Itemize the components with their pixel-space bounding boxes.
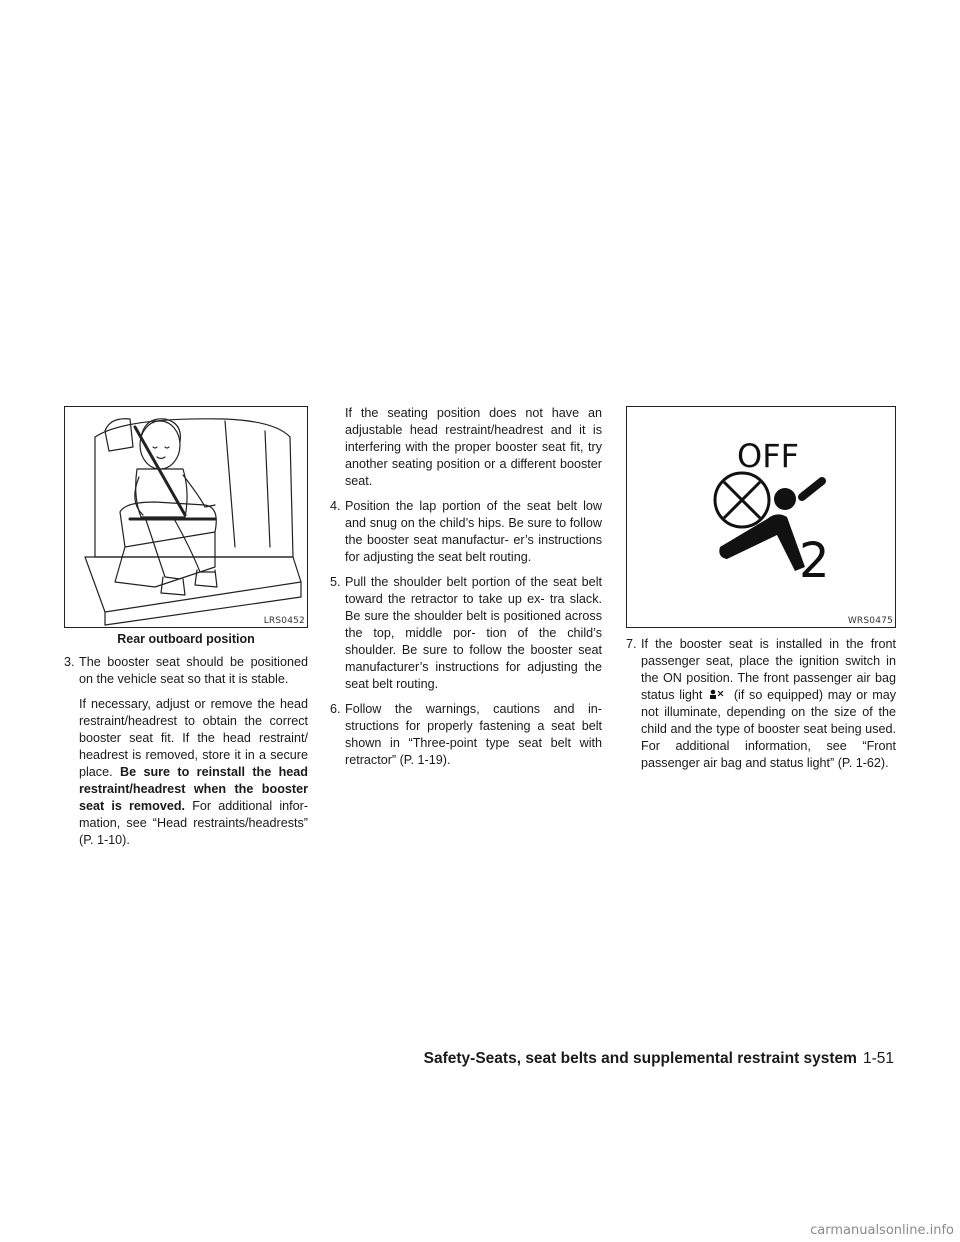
step-4 bbox=[330, 498, 602, 566]
step-text: Follow the warnings, cautions and in- structions for properly fastening a seat belt shown in “Three-point type seat belt with retractor” (P. 1-19). bbox=[345, 702, 602, 767]
warning-text: Be sure to reinstall the head restraint/headrest when the booster seat is removed. bbox=[79, 765, 308, 813]
figure-code: WRS0475 bbox=[847, 616, 893, 626]
step-3 bbox=[64, 654, 308, 688]
step-text bbox=[641, 636, 896, 772]
reference-text: For additional infor- mation, see “Head restraints/headrests” (P. 1-10). bbox=[79, 799, 309, 847]
passenger-airbag-off-icon bbox=[627, 407, 895, 627]
step-number: 7. bbox=[626, 637, 637, 651]
page-footer bbox=[424, 1050, 894, 1068]
column-3 bbox=[626, 636, 896, 780]
step-number: 3. bbox=[64, 655, 75, 669]
step-number: 5. bbox=[330, 575, 341, 589]
step-7 bbox=[626, 636, 896, 772]
step-text-start: If the booster seat is installed in the front passenger seat, place the ignition switch in the ON position. The front passenger air bag status light bbox=[641, 637, 896, 702]
child-booster-seat-drawing bbox=[65, 407, 307, 627]
detail-text: If necessary, adjust or remove the head restraint/headrest to obtain the correct booster seat fit. If the head restraint/ headrest is removed, store it in a secure place. bbox=[79, 697, 308, 779]
step-text: Position the lap portion of the seat belt low and snug on the child’s hips. Be sure to follow the booster seat manufactur- er’s instructions for adjusting the seat belt routing. bbox=[345, 499, 602, 564]
intro-paragraph: If the seating position does not have an adjustable head restraint/headrest and it is interfering with the proper booster seat fit, try another seating position or a different booster seat. bbox=[345, 406, 602, 488]
step-6 bbox=[330, 701, 602, 769]
step-number: 6. bbox=[330, 702, 341, 716]
passenger-airbag-status-icon bbox=[707, 688, 729, 701]
step-text: Pull the shoulder belt portion of the seat belt toward the retractor to take up ex- tra slack. Be sure the shoulder belt is positioned across the top, middle por- tion of the child’s shoulder. Be sure to follow the booster seat manufacturer’s instructions for adjusting the seat belt routing. bbox=[345, 575, 602, 691]
seat-number: 2 bbox=[799, 533, 830, 589]
airbag-off-indicator-illustration bbox=[626, 406, 896, 628]
off-label: OFF bbox=[737, 437, 799, 475]
section-title: Safety-Seats, seat belts and supplemental restraint system bbox=[423, 1050, 857, 1067]
booster-seat-illustration bbox=[64, 406, 308, 628]
column-2 bbox=[330, 405, 602, 777]
step-number: 4. bbox=[330, 499, 341, 513]
column-1 bbox=[64, 654, 308, 857]
figure-caption: Rear outboard position bbox=[117, 632, 255, 646]
page-number: 1-51 bbox=[862, 1050, 894, 1067]
step-text: The booster seat should be positioned on the vehicle seat so that it is stable. bbox=[79, 655, 308, 686]
step-text-end: (if so equipped) may or may not illuminate, depending on the size of the child and the type of booster seat being used. For additional information, see “Front passenger air bag and status light” (P. 1-62). bbox=[641, 688, 897, 770]
step-5 bbox=[330, 574, 602, 693]
figure-code: LRS0452 bbox=[263, 616, 305, 626]
watermark: carmanualsonline.info bbox=[810, 1223, 954, 1238]
step-3-detail bbox=[79, 696, 308, 849]
